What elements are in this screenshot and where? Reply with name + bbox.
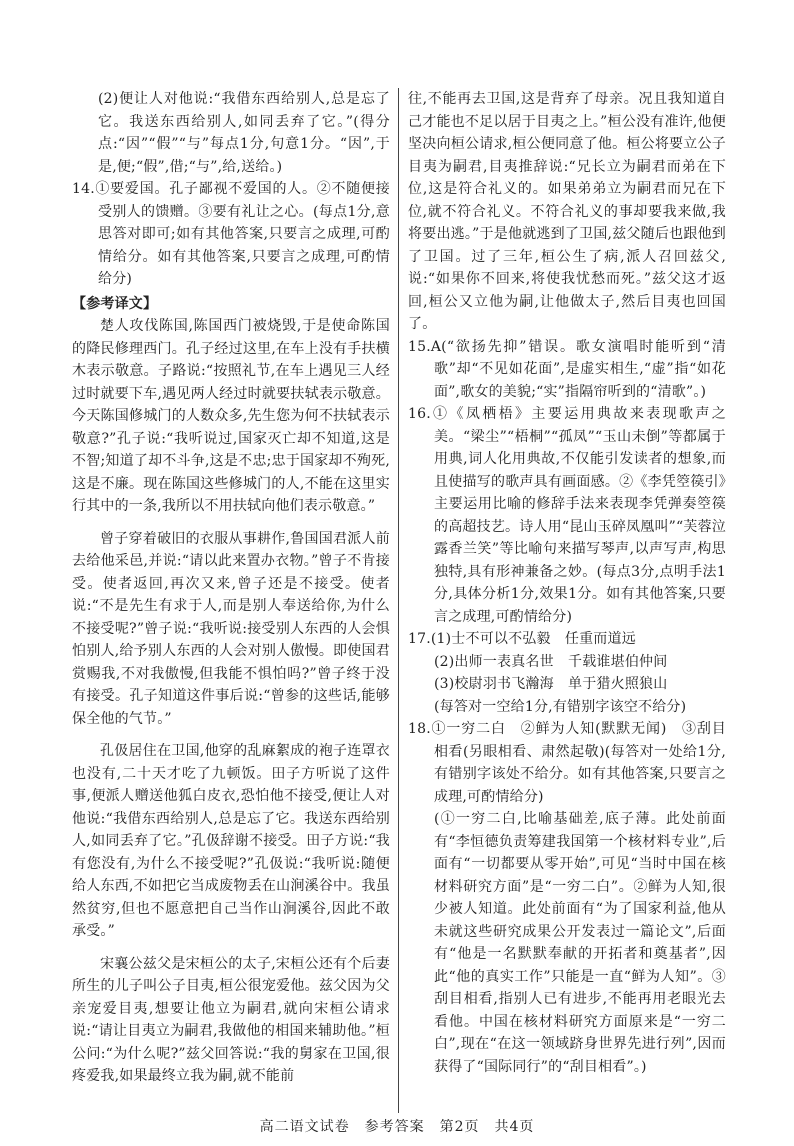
translation-paragraph-4-cont: 往,不能再去卫国,这是背弃了母亲。况且我知道自己才能也不足以居于目夷之上。”桓公没有准许,他便坚决向桓公请求,桓公便同意了他。桓公将要立公子目夷为嗣君,目夷推辞说:“兄长立为嗣君而弟在下位,这是符合礼义的。如果弟弟立为嗣君而兄在下位,就不符合礼义。不符合礼义的事却要我来做,我将要出逃。”于是他就逃到了卫国,兹父随后也跟他到了卫国。过了三年,桓公生了病,派人召回兹父,说:“如果你不回来,将使我忧愁而死。”兹父这才返回,桓公又立他为嗣,让他做太子,然后目夷也回国了。: [408, 91, 726, 332]
q15-answer: 15.A(“欲扬先抑”错误。歌女演唱时能听到“清歌”却“不见如花面”,是虚实相生,“虚”指“如花面”,歌女的美貌;“实”指隔帘听到的“清歌”。): [408, 338, 726, 400]
left-column: [72, 88, 390, 1088]
q16-answer: 16.①《凤栖梧》主要运用典故来表现歌声之美。“梁尘”“梧桐”“孤凤”“玉山未倒”等都属于用典,词人化用典故,不仅能引发读者的想象,而且使描写的歌声具有画面感。②《李凭箜篌引》主要运用比喻的修辞手法来表现李凭弹奏箜篌的高超技艺。诗人用“昆山玉碎凤凰叫”“芙蓉泣露香兰笑”等比喻句来描写琴声,以声写声,构思独特,具有形神兼备之妙。(每点3分,点明手法1分,具体分析1分,效果1分。如有其他答案,只要言之成理,可酌情给分): [408, 406, 726, 625]
right-column: [408, 88, 726, 1078]
translation-paragraph-3: 孔伋居住在卫国,他穿的乱麻絮成的袍子连罩衣也没有,二十天才吃了九顿饭。田子方听说了这件事,便派人赠送他狐白皮衣,恐怕他不接受,便让人对他说:“我借东西给别人,总是忘了它。我送东西给别人,如同丢弃了它。”孔伋辞谢不接受。田子方说:“我有您没有,为什么不接受呢?”孔伋说:“我听说:随便给人东西,不如把它当成废物丢在山涧溪谷中。我虽然贫穷,但也不愿意把自己当作山涧溪谷,因此不敢承受。”: [72, 743, 390, 939]
page-footer: 高二语文试卷 参考答案 第2页 共4页: [259, 1119, 535, 1135]
column-divider: [398, 88, 399, 1113]
q14-answer: 14.①要爱国。孔子鄙视不爱国的人。②不随便接受别人的馈赠。③要有礼让之心。(每点1分,意思答对即可;如有其他答案,只要言之成理,可酌情给分。如有其他答案,只要言之成理,可酌情给分): [72, 181, 390, 287]
q17-line-3: (3)校尉羽书飞瀚海 单于猎火照狼山: [434, 676, 668, 692]
q17-scoring-note: (每答对一空给1分,有错别字该空不给分): [434, 698, 687, 715]
q18-explanation: (①一穷二白,比喻基础差,底子薄。此处前面有“李恒德负责筹建我国第一个核材料专业”,后面有“一切都要从零开始”,可见“当时中国在核材料研究方面”是“一穷二白”。②鲜为人知,很少被人知道。此处前面有“为了国家利益,他从未就这些研究成果公开发表过一篇论文”,后面有“他是一名默默奉献的开拓者和奠基者”,因此“他的真实工作”只能是一直“鲜为人知”。③刮目相看,指别人已有进步,不能再用老眼光去看他。中国在核材料研究方面原来是“一穷二白”,现在“在这一领域跻身世界先进行列”,因而获得了“国际同行”的“刮目相看”。): [434, 811, 726, 1075]
q17-line-1: 17.(1)士不可以不弘毅 任重而道远: [408, 631, 636, 647]
q17-line-2: (2)出师一表真名世 千载谁堪伯仲间: [434, 653, 668, 670]
q13-item-2: (2)便让人对他说:“我借东西给别人,总是忘了它。我送东西给别人,如同丢弃了它。”(得分点:“因”“假”“与”每点1分,句意1分。“因”,于是,便;“假”,借;“与”,给,送给。): [98, 91, 390, 175]
q18-answer: 18.①一穷二白 ②鲜为人知(默默无闻) ③刮目相看(另眼相看、肃然起敬)(每答对一处给1分,有错别字该处不给分。如有其他答案,只要言之成理,可酌情给分): [408, 721, 726, 805]
translation-paragraph-4: 宋襄公兹父是宋桓公的太子,宋桓公还有个后妻所生的儿子叫公子目夷,桓公很宠爱他。兹父因为父亲宠爱目夷,想要让他立为嗣君,就向宋桓公请求说:“请让目夷立为嗣君,我做他的相国来辅助他。”桓公问:“为什么呢?”兹父回答说:“我的舅家在卫国,很疼爱我,如果最终立我为嗣,就不能前: [72, 955, 390, 1084]
translation-paragraph-2: 曾子穿着破旧的衣服从事耕作,鲁国国君派人前去给他采邑,并说:“请以此来置办衣物。”曾子不肯接受。使者返回,再次又来,曾子还是不接受。使者说:“不是先生有求于人,而是别人奉送给你,为什么不接受呢?”曾子说:“我听说:接受别人东西的人会惧怕别人,给予别人东西的人会对别人傲慢。即使国君赏赐我,不对我傲慢,但我能不惧怕吗?”曾子终于没有接受。孔子知道这件事后说:“曾参的这些话,能够保全他的气节。”: [72, 530, 390, 727]
translation-paragraph-1: 楚人攻伐陈国,陈国西门被烧毁,于是使命陈国的降民修理西门。孔子经过这里,在车上没有手扶横木表示敬意。子路说:“按照礼节,在车上遇见三人经过时就要下车,遇见两人经过时就要扶轼表示敬意。今天陈国修城门的人数众多,先生您为何不扶轼表示敬意?”孔子说:“我听说过,国家灭亡却不知道,这是不智;知道了却不斗争,这是不忠;忠于国家却不殉死,这是不廉。现在陈国这些修城门的人,不能在这里实行其中的一条,我所以不用扶轼向他们表示敬意。”: [72, 318, 390, 514]
translation-heading: 【参考译文】: [72, 295, 158, 312]
